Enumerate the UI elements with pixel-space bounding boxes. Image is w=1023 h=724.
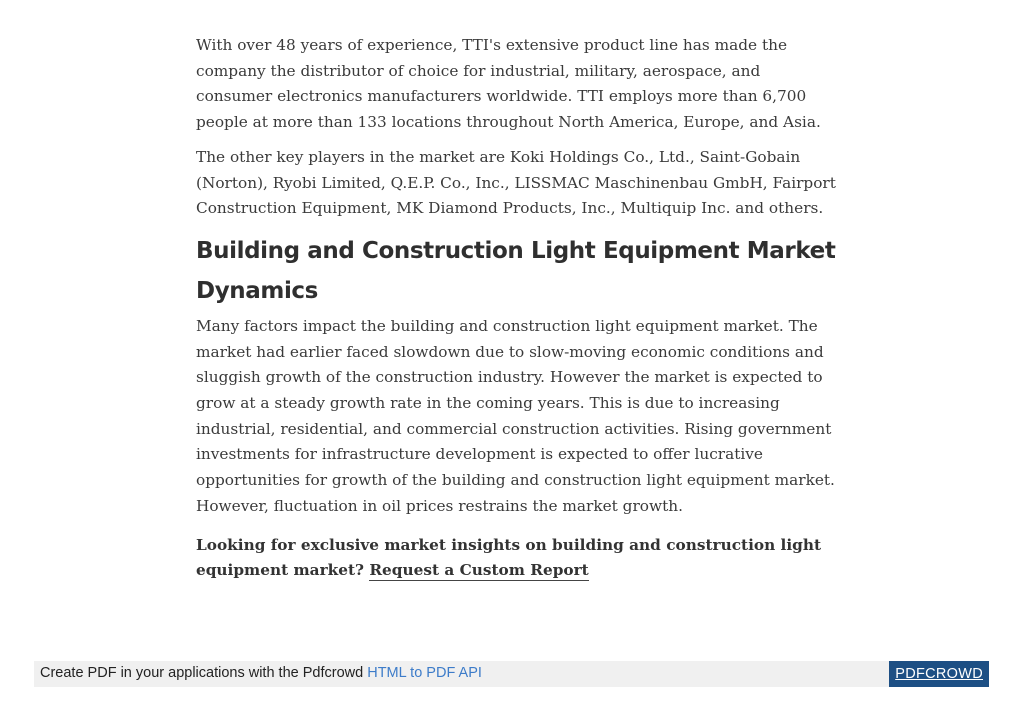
intro-paragraph-key-players: The other key players in the market are Koki Holdings Co., Ltd., Saint-Gobain (Norton), Ryobi Limited, Q.E.P. Co., Inc., LISSMAC Maschinenbau GmbH, Fairport Construction Equipment, MK Diamond Products, Inc., Multiquip Inc. and others. <box>196 147 836 218</box>
pdf-footer-bar <box>34 661 989 687</box>
request-custom-report-link[interactable]: Request a Custom Report <box>369 561 589 580</box>
footer-caption: Create PDF in your applications with the Pdfcrowd <box>40 665 368 681</box>
pdfcrowd-badge-link[interactable]: PDFCROWD <box>889 661 989 687</box>
section-heading: Building and Construction Light Equipment Market Dynamics <box>196 237 836 304</box>
article-content <box>196 33 836 584</box>
cta-text: Looking for exclusive market insights on building and construction light equipment market? <box>196 535 822 580</box>
footer-text <box>40 665 482 681</box>
cta-paragraph <box>196 533 836 584</box>
html-to-pdf-api-link[interactable]: HTML to PDF API <box>367 665 482 681</box>
intro-paragraph-tti: With over 48 years of experience, TTI's extensive product line has made the company the distributor of choice for industrial, military, aerospace, and consumer electronics manufacturers worldwide. TTI employs more than 6,700 people at more than 133 locations throughout North America, Europe, and Asia. <box>196 36 821 132</box>
section-paragraph: Many factors impact the building and construction light equipment market. The market had earlier faced slowdown due to slow-moving economic conditions and sluggish growth of the construction industry. However the market is expected to grow at a steady growth rate in the coming years. This is due to increasing industrial, residential, and commercial construction activities. Rising government investments for infrastructure development is expected to offer lucrative opportunities for growth of the building and construction light equipment market. However, fluctuation in oil prices restrains the market growth. <box>196 316 835 515</box>
